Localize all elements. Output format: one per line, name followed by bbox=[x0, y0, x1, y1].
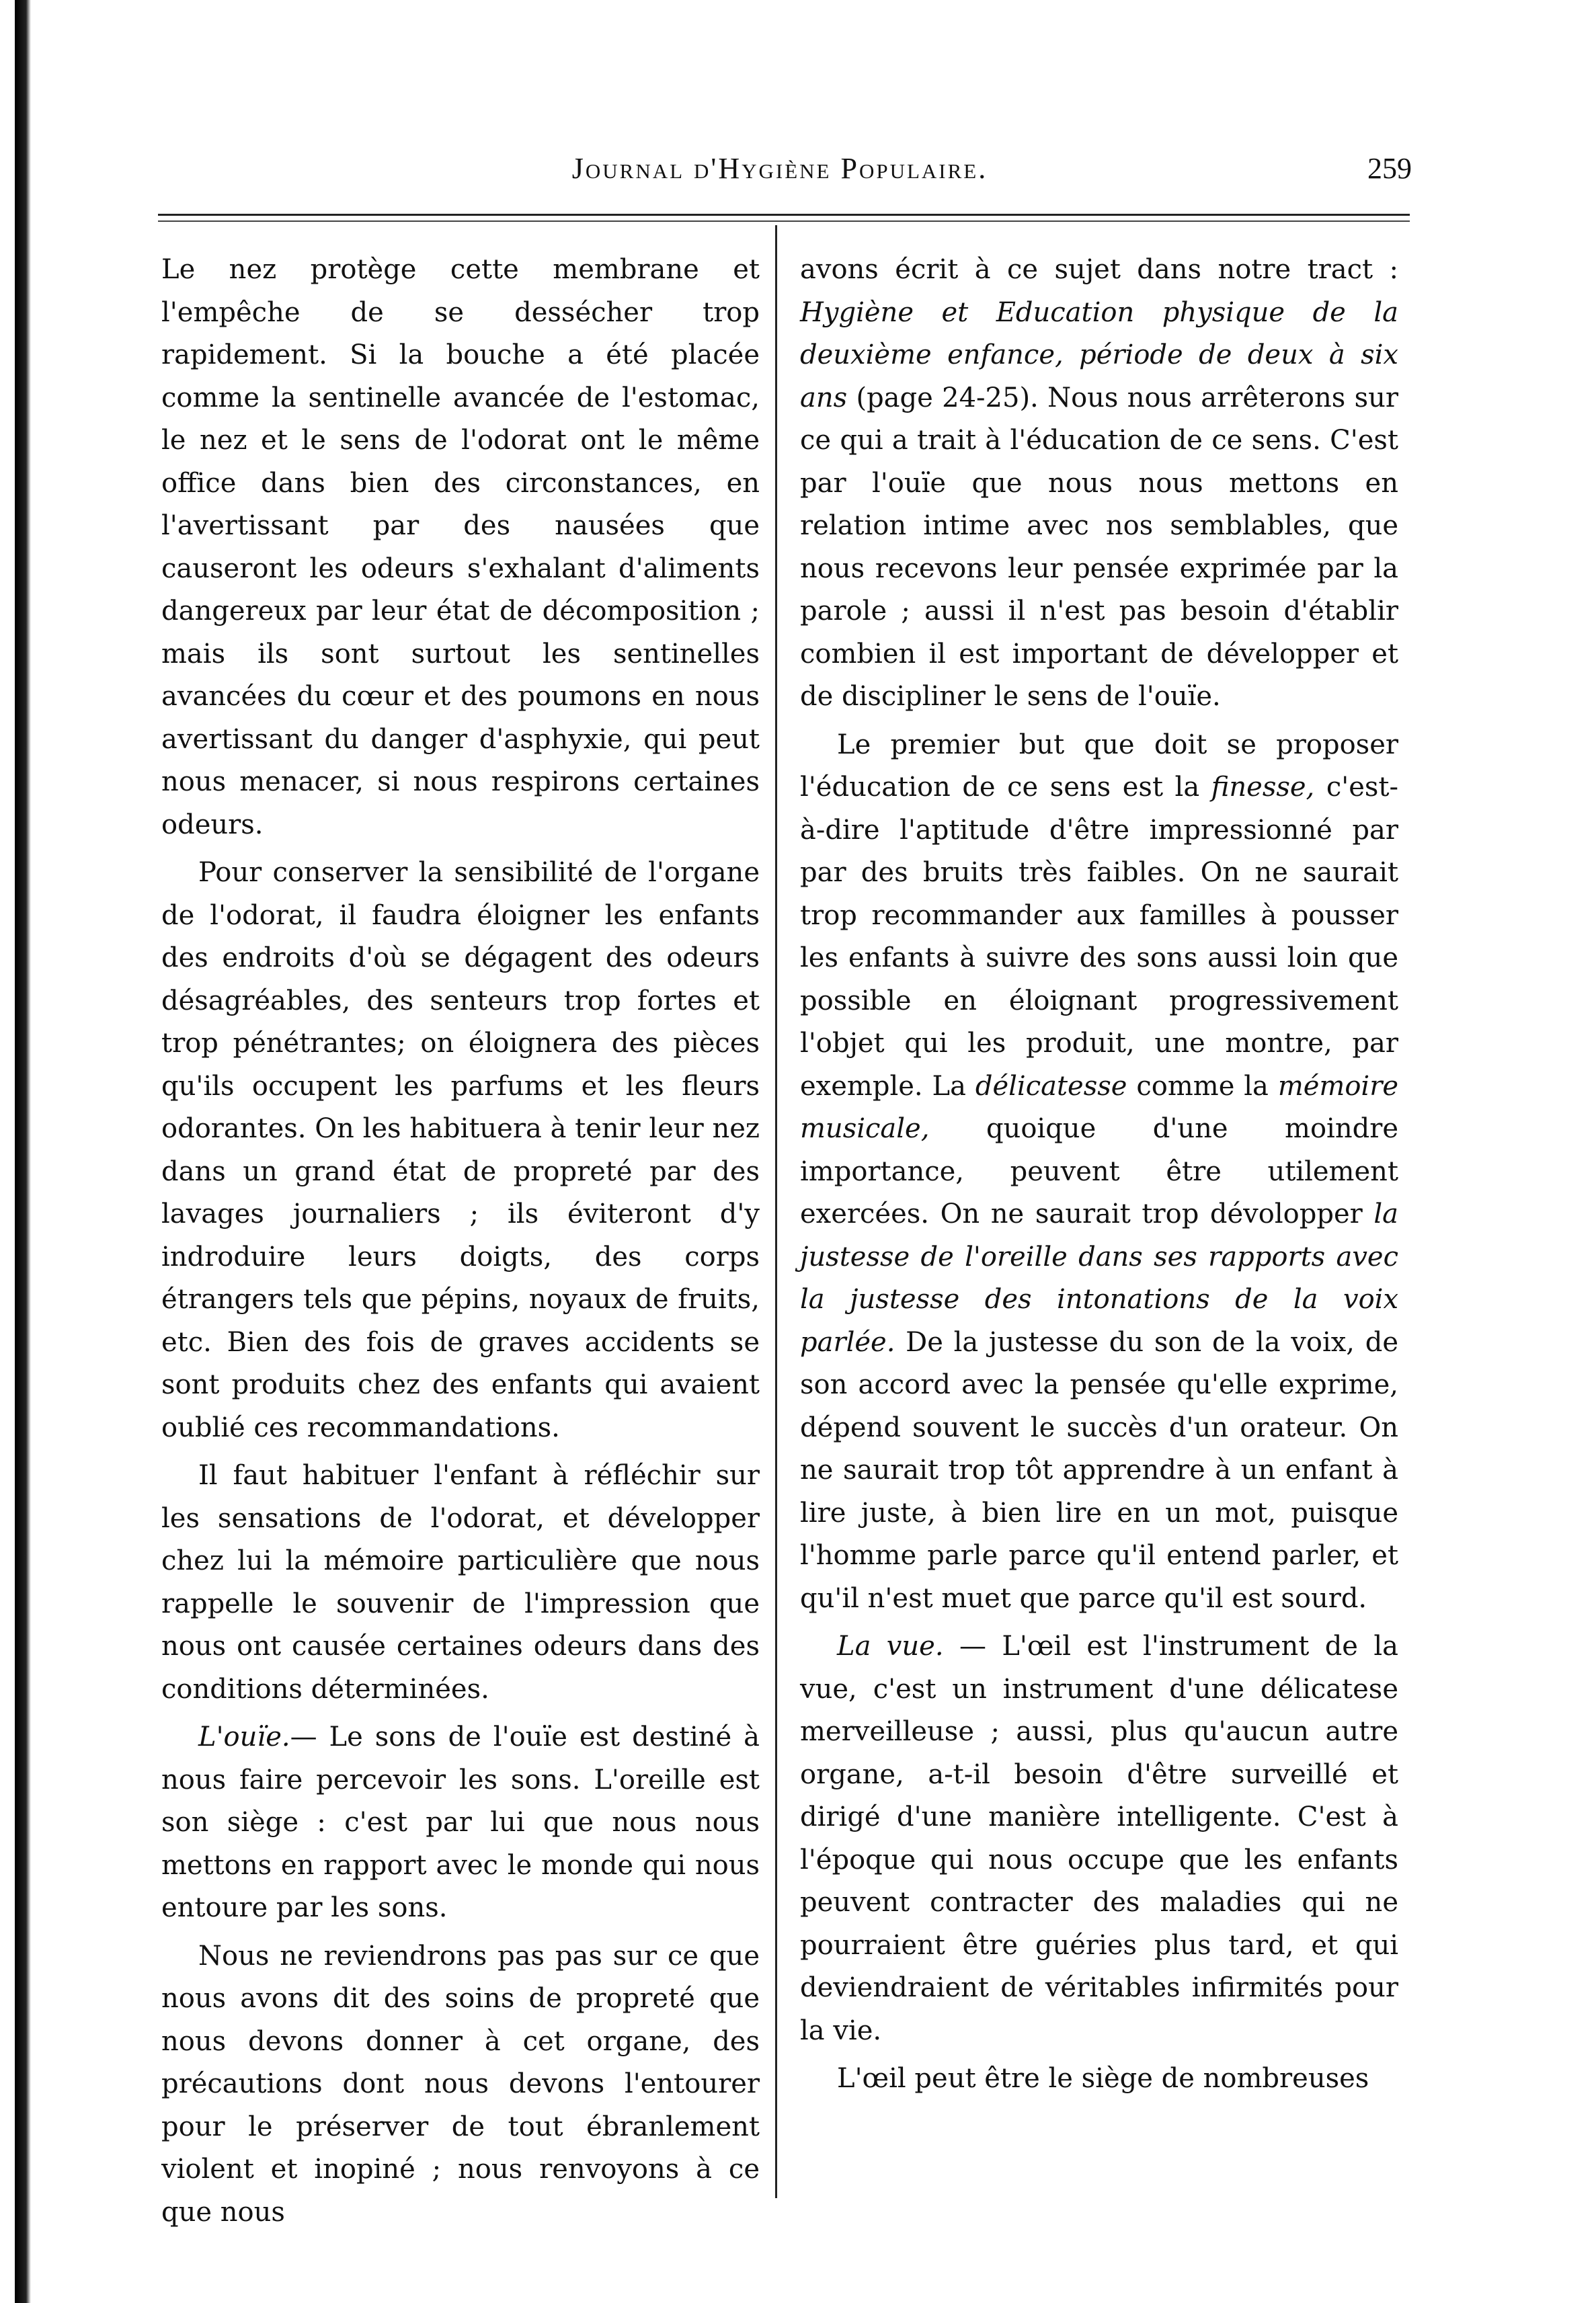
column-divider bbox=[775, 225, 777, 2198]
term-finesse: finesse, bbox=[1211, 772, 1315, 803]
term-delicatesse: délicatesse bbox=[975, 1070, 1127, 1102]
page-binding-edge bbox=[15, 0, 31, 2303]
right-paragraph-1-text-a: avons écrit à ce sujet dans notre tract : bbox=[800, 254, 1398, 285]
right-paragraph-2-text-b: c'est-à-dire l'aptitude d'être impressionné par par des bruits très faibles. On ne saurait trop recommander aux familles à pousser les enfants à suivre des sons aussi loin que possible en éloignant progressivement l'objet qui les produit, une montre, par exemple. La bbox=[800, 772, 1398, 1102]
right-paragraph-2-text-e: De la justesse du son de la voix, de son accord avec la pensée qu'elle exprime, dépend souvent le succès d'un orateur. On ne saurait trop tôt apprendre à un enfant à lire juste, à bien lire en un mot, puisque l'homme parle parce qu'il entend parler, et qu'il n'est muet que parce qu'il est sourd. bbox=[800, 1326, 1398, 1614]
left-paragraph-5: Nous ne reviendrons pas pas sur ce que nous avons dit des soins de propreté que nous devons donner à cet organe, des précautions dont nous devons l'entourer pour le préserver de tout ébranlement violent et inopiné ; nous renvoyons à ce que nous bbox=[161, 1940, 760, 2228]
right-paragraph-3 bbox=[800, 1625, 1398, 2052]
section-heading-vue: La vue. bbox=[837, 1631, 944, 1662]
page-header bbox=[161, 151, 1412, 212]
term-justesse: la justesse de l'oreille dans ses rapports avec la justesse des intonations de la voix parlée. bbox=[800, 1199, 1399, 1358]
page-number: 259 bbox=[1367, 152, 1412, 185]
left-paragraph-3: Il faut habituer l'enfant à réfléchir sur les sensations de l'odorat, et développer chez lui la mémoire particulière que nous rappelle le souvenir de l'impression que nous ont causée certaines odeurs dans des conditions déterminées. bbox=[161, 1460, 760, 1705]
right-paragraph-3-text: — L'œil est l'instrument de la vue, c'est un instrument d'une délicatese merveilleuse ; aussi, plus qu'aucun autre organe, a-t-il besoin d'être surveillé et dirigé d'une manière intelligente. C'est à l'époque qui nous occupe que les enfants peuvent contracter des maladies qui ne pourraient être guéries plus tard, et qui deviendraient de véritables infirmités pour la vie. bbox=[800, 1631, 1399, 2046]
right-paragraph-2-text-a: Le premier but que doit se proposer l'éducation de ce sens est la bbox=[800, 729, 1398, 803]
right-paragraph-4: L'œil peut être le siège de nombreuses bbox=[837, 2063, 1369, 2094]
term-memoire-musicale: mémoire musicale, bbox=[800, 1070, 1399, 1144]
tract-title: Hygiène et Education physique de la deuxième enfance, période de deux à six ans bbox=[800, 296, 1398, 413]
right-paragraph-2 bbox=[800, 724, 1398, 1621]
header-rule bbox=[158, 214, 1410, 216]
right-paragraph-1 bbox=[800, 249, 1398, 719]
header-rule-secondary bbox=[158, 220, 1410, 222]
left-paragraph-4-text: — Le sons de l'ouïe est destiné à nous faire percevoir les sons. L'oreille est son siège : c'est par lui que nous nous mettons en rapport avec le monde qui nous entoure par les sons. bbox=[161, 1722, 760, 1923]
right-paragraph-2-text-d: quoique d'une moindre importance, peuvent être utilement exercées. On ne saurait trop dévolopper bbox=[800, 1113, 1398, 1229]
section-heading-ouie: L'ouïe. bbox=[198, 1722, 290, 1752]
left-paragraph-2: Pour conserver la sensibilité de l'organe de l'odorat, il faudra éloigner les enfants des endroits d'où se dégagent des odeurs désagréables, des senteurs trop fortes et trop pénétrantes; on éloignera des pièces qu'ils occupent les parfums et les fleurs odorantes. On les habituera à tenir leur nez dans un grand état de propreté par des lavages journaliers ; ils éviteront d'y indroduire leurs doigts, des corps étrangers tels que pépins, noyaux de fruits, etc. Bien des fois de graves accidents se sont produits chez des enfants qui avaient oublié ces recommandations. bbox=[161, 857, 760, 1443]
right-paragraph-1-text-b: (page 24-25). Nous nous arrêterons sur ce qui a trait à l'éducation de ce sens. C'est par l'ouïe que nous nous mettons en relation intime avec nos semblables, que nous recevons leur pensée exprimée par la parole ; aussi il n'est pas besoin d'établir combien il est important de développer et de discipliner le sens de l'ouïe. bbox=[800, 382, 1398, 712]
right-column bbox=[800, 249, 1398, 2101]
running-title: Journal d'Hygiène Populaire. bbox=[571, 152, 988, 185]
left-paragraph-4 bbox=[161, 1716, 760, 1930]
right-paragraph-2-text-c: comme la bbox=[1136, 1070, 1269, 1102]
left-paragraph-1: Le nez protège cette membrane et l'empêche de se dessécher trop rapidement. Si la bouche a été placée comme la sentinelle avancée de l'estomac, le nez et le sens de l'odorat ont le même office dans bien des circonstances, en l'avertissant par des nausées que causeront les odeurs s'exhalant d'aliments dangereux par leur état de décomposition ; mais ils sont surtout les sentinelles avancées du cœur et des poumons en nous avertissant du danger d'asphyxie, qui peut nous menacer, si nous respirons certaines odeurs. bbox=[161, 254, 760, 840]
left-column bbox=[161, 249, 760, 2234]
